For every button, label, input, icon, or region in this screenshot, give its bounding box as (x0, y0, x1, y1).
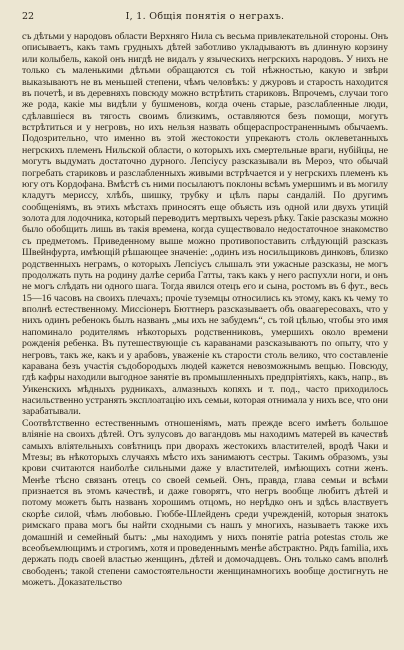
body-text (22, 31, 388, 588)
page-number: 22 (22, 11, 35, 22)
paragraph: Соотвѣтственно естественнымъ отношеніямъ, мать прежде всего имѣетъ большое вліяніе на своихъ дѣтей. Отъ зулусовъ до вагандовъ мы находимъ матерей въ качествѣ самыхъ вліятельныхъ совѣтницъ при дворахъ жестокихъ властителей, вродѣ Чаки и Мтезы; въ нѣкоторыхъ случаяхъ мѣсто ихъ занимаютъ сестры. Такимъ образомъ, узы крови считаются наиболѣе сильными даже у властителей, имѣющихъ сотни женъ. Менѣе тѣсно связанъ отецъ со своей семьей. Онъ, правда, глава семьи и всѣми признается въ этомъ качествѣ, и даже говорятъ, что негръ вообще любитъ дѣтей и потому можетъ быть названъ хорошимъ отцомъ, но нерѣдко онъ и здѣсь властвуетъ скорѣе силой, чѣмъ любовью. Гюббе-Шлейденъ среди учрежденій, которыя знатокъ римскаго права могъ бы найти сходными съ нашъ у многихъ, называетъ также ихъ домашній и семейный бытъ: „мы находимъ у нихъ понятіе patria potestas столь же всеобъемлющимъ и строгимъ, хотя и проведеннымъ менѣе абстрактно. Рядъ familia, ихъ держать подъ своей властью женщинъ, дѣтей и домочадцевъ. Онъ только самъ вполнѣ свободенъ; такой степени самостоятельности женщинамногихъ вообще достигнуть не можетъ. Доказательство (22, 417, 388, 588)
running-head: I, 1. Общія понятія о неграхъ. (125, 11, 285, 22)
paragraph: съ дѣтьми у народовъ области Верхняго Нила съ весьма привлекательной стороны. Онъ описываетъ, какъ тамъ грудныхъ дѣтей заботливо укладываютъ въ длинную корзину или колыбель, какой онъ нигдѣ не видалъ у языческихъ негрскихъ народовъ. У нихъ не только съ маленькими дѣтьми обращаются съ той нѣжностью, какую и звѣри выказываютъ не въ меньшей степени, чѣмъ человѣкъ: у джуровъ и старость находится въ почетѣ, и въ деревняхъ повсюду можно встрѣтить стариковъ. Впрочемъ, случаи того же рода, какіе мы видѣли у бушменовъ, когда очень старые, разслабленные люди, сдѣлавшіеся въ тягость своимъ близкимъ, оставляются безъ помощи, могутъ встрѣтиться и у негровъ, но ихъ нельзя назвать общераспространеннымъ обычаемъ. Подозрительно, что именно въ этой жестокости упрекаютъ столь оклеветанныхъ негрскихъ племенъ Нильской области, о которыхъ ихъ смертельные враги, нубійцы, не могутъ выдумать достаточно дурного. Лепсіусу разсказывали въ Мероэ, что обычай погребать стариковъ и разслабленныхъ живыми встрѣчается и у негрскихъ племенъ къ югу отъ Кордофана. Вмѣстѣ съ ними посылаютъ поклоны всѣмъ умершимъ и въ могилу кладутъ мериссу, хлѣбъ, шишку, трубку и цѣлъ пары сандалій. По другимъ сообщеніямъ, въ этихъ мѣстахъ приносятъ еще объясть изъ одной или двухъ утицій золота для лодочника, который переводитъ мертвыхъ черезъ рѣку. Такіе разсказы можно было обобщить лишь въ такія времена, когда существовало недостаточное знакомство съ предметомъ. Приведенному выше можно противопоставить слѣдующій разсказъ Швейнфурта, имѣющій рѣшающее значеніе: „одинъ изъ носильщиковъ динковъ, близко родственныхъ неграмъ, о которыхъ Лепсіусъ слышалъ эти ужасные разсказы, не могъ продолжать путь на родину далѣе сериба Гатты, такъ какъ у него распухли ноги, и онъ не могъ слѣдать ни одного шага. Тогда явился отецъ его и сына, ростомъ въ 6 фут., весь 15—16 часовъ на своихъ плечахъ; прочіе туземцы относились къ этому, какъ къ чему то вполнѣ естественному. Миссіонеръ Бюттнеръ разсказываетъ объ оваагересовахъ, что у нихъ одинъ ребенокъ былъ названъ „мы ихъ не забудемъ“, съ той цѣлью, чтобы это имя напоминало родителямъ нѣкоторыхъ родственниковъ, умершихъ около времени рожденія ребенка. Въ путешествующіе съ караванами разсказываютъ по опыту, что у негровъ, такъ же, какъ и у арабовъ, уваженіе къ старости столь велико, что составленіе каравана безъ участія съдобородыхъ людей кажется невозможнымъ вещью. Повсюду, гдѣ кафры находили выгодное занятіе въ промышленныхъ предпріятіяхъ, какъ, напр., въ Уикенскихъ мѣдныхъ рудникахъ, алмазныхъ копяхъ и т. под., часто приходилось насильственно устранять эксплоатацію ихъ семьи, которая отнимала у нихъ все, что они зарабатывали. (22, 31, 388, 418)
page-header (22, 9, 388, 25)
